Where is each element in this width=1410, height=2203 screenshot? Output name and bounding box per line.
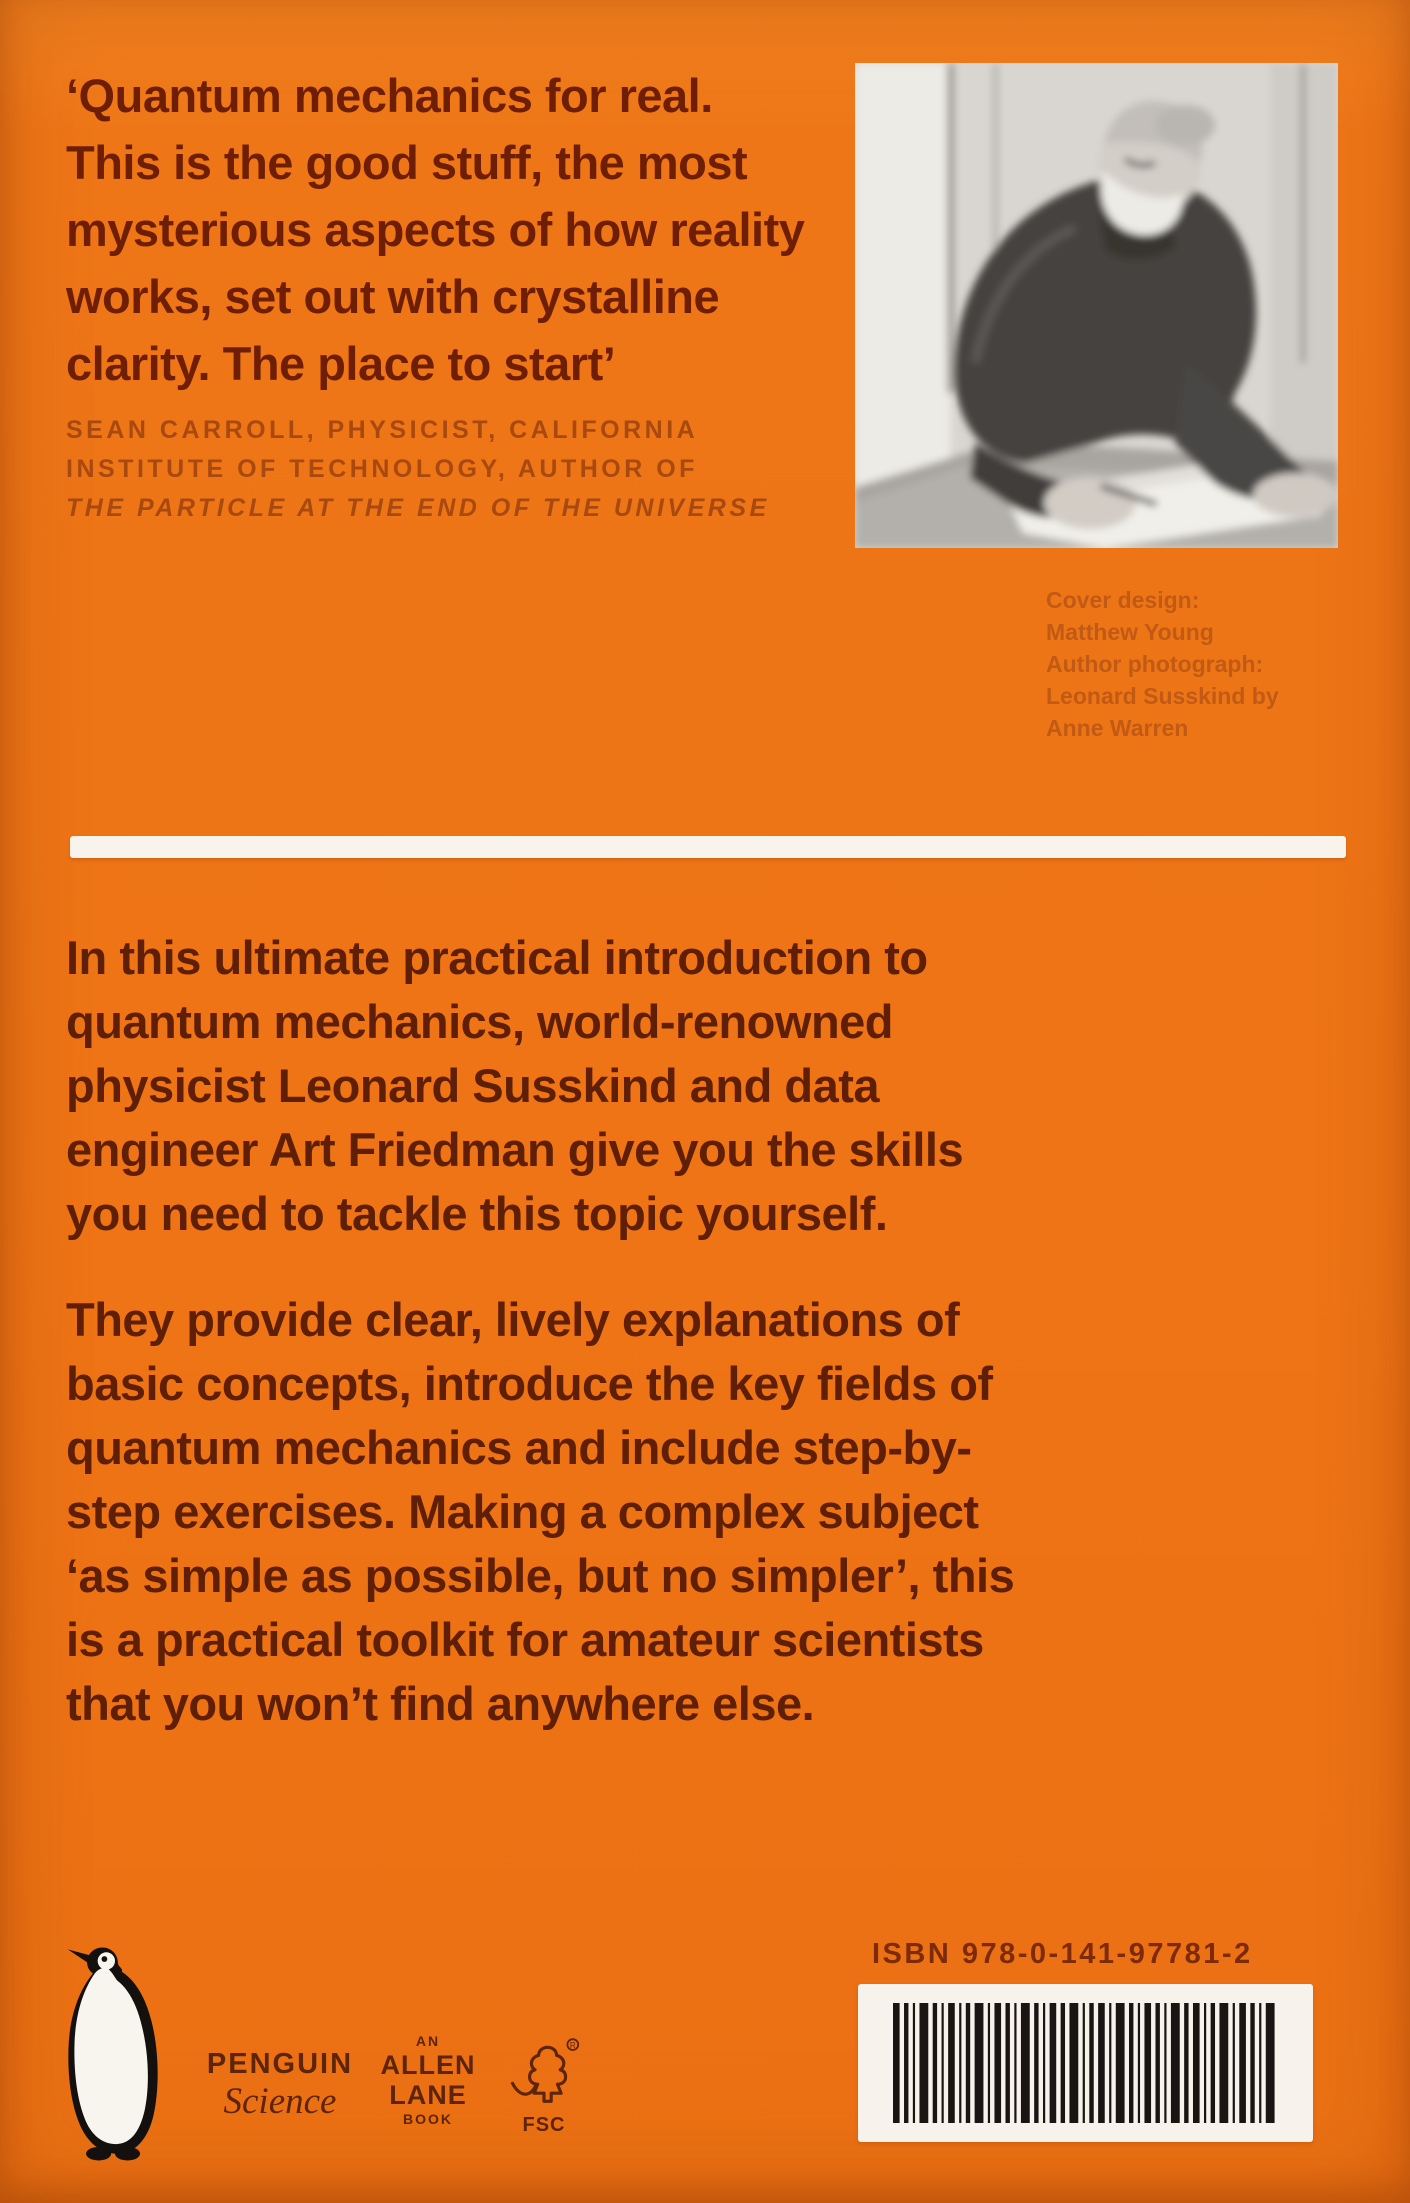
body-line: ‘as simple as possible, but no simpler’, this [66, 1549, 1015, 1602]
attribution-line: INSTITUTE OF TECHNOLOGY, AUTHOR OF [66, 455, 698, 483]
credit-line: Cover design: [1046, 587, 1200, 613]
fsc-mark [494, 2036, 594, 2137]
isbn-label: ISBN 978-0-141-97781-2 [872, 1938, 1253, 1970]
credit-line: Leonard Susskind by [1046, 683, 1279, 709]
allen-lane-allen: ALLEN [380, 2050, 476, 2080]
body-line: They provide clear, lively explanations of [66, 1293, 960, 1346]
penguin-science-wordmark [196, 2048, 364, 2122]
body-line: quantum mechanics, world-renowned [66, 995, 893, 1048]
body-line: quantum mechanics and include step-by- [66, 1421, 972, 1474]
body-paragraph-2 [66, 1288, 1096, 1736]
author-photo-illustration [855, 63, 1338, 548]
attribution-line-book-title: THE PARTICLE AT THE END OF THE UNIVERSE [66, 494, 770, 522]
body-line: engineer Art Friedman give you the skills [66, 1123, 964, 1176]
quote-line: This is the good stuff, the most [66, 136, 748, 189]
fsc-label: FSC [522, 2114, 566, 2136]
allen-lane-an: AN [415, 2033, 441, 2049]
body-line: is a practical toolkit for amateur scientists [66, 1613, 984, 1666]
credit-line: Matthew Young [1046, 619, 1214, 645]
barcode [858, 1984, 1313, 2142]
quote-attribution [66, 411, 866, 528]
credit-line: Author photograph: [1046, 651, 1264, 677]
quote-line: works, set out with crystalline [66, 270, 720, 323]
allen-lane-book: BOOK [403, 2111, 453, 2127]
registered-mark-glyph: R [569, 2041, 576, 2051]
author-photo [855, 63, 1338, 548]
barcode-bars-icon [893, 2003, 1279, 2123]
allen-lane-lane: LANE [389, 2080, 467, 2110]
body-line: that you won’t find anywhere else. [66, 1677, 815, 1730]
quote-line: mysterious aspects of how reality [66, 203, 805, 256]
quote-line: ‘Quantum mechanics for real. [66, 69, 713, 122]
attribution-line: SEAN CARROLL, PHYSICIST, CALIFORNIA [66, 416, 699, 444]
body-line: In this ultimate practical introduction to [66, 931, 928, 984]
series-label: Science [223, 2081, 337, 2122]
fsc-tree-icon [508, 2036, 580, 2118]
publisher-label: PENGUIN [206, 2048, 354, 2080]
body-paragraph-1 [66, 926, 1096, 1246]
divider-bar [70, 836, 1346, 858]
quote-line: clarity. The place to start’ [66, 337, 616, 390]
endorsement-quote-block [66, 62, 866, 528]
body-line: you need to tackle this topic yourself. [66, 1187, 888, 1240]
photo-credit [1046, 584, 1279, 744]
credit-line: Anne Warren [1046, 715, 1189, 741]
allen-lane-mark [372, 2032, 484, 2128]
penguin-logo-icon [62, 1942, 168, 2164]
body-line: basic concepts, introduce the key fields of [66, 1357, 993, 1410]
body-line: physicist Leonard Susskind and data [66, 1059, 880, 1112]
body-line: step exercises. Making a complex subject [66, 1485, 979, 1538]
